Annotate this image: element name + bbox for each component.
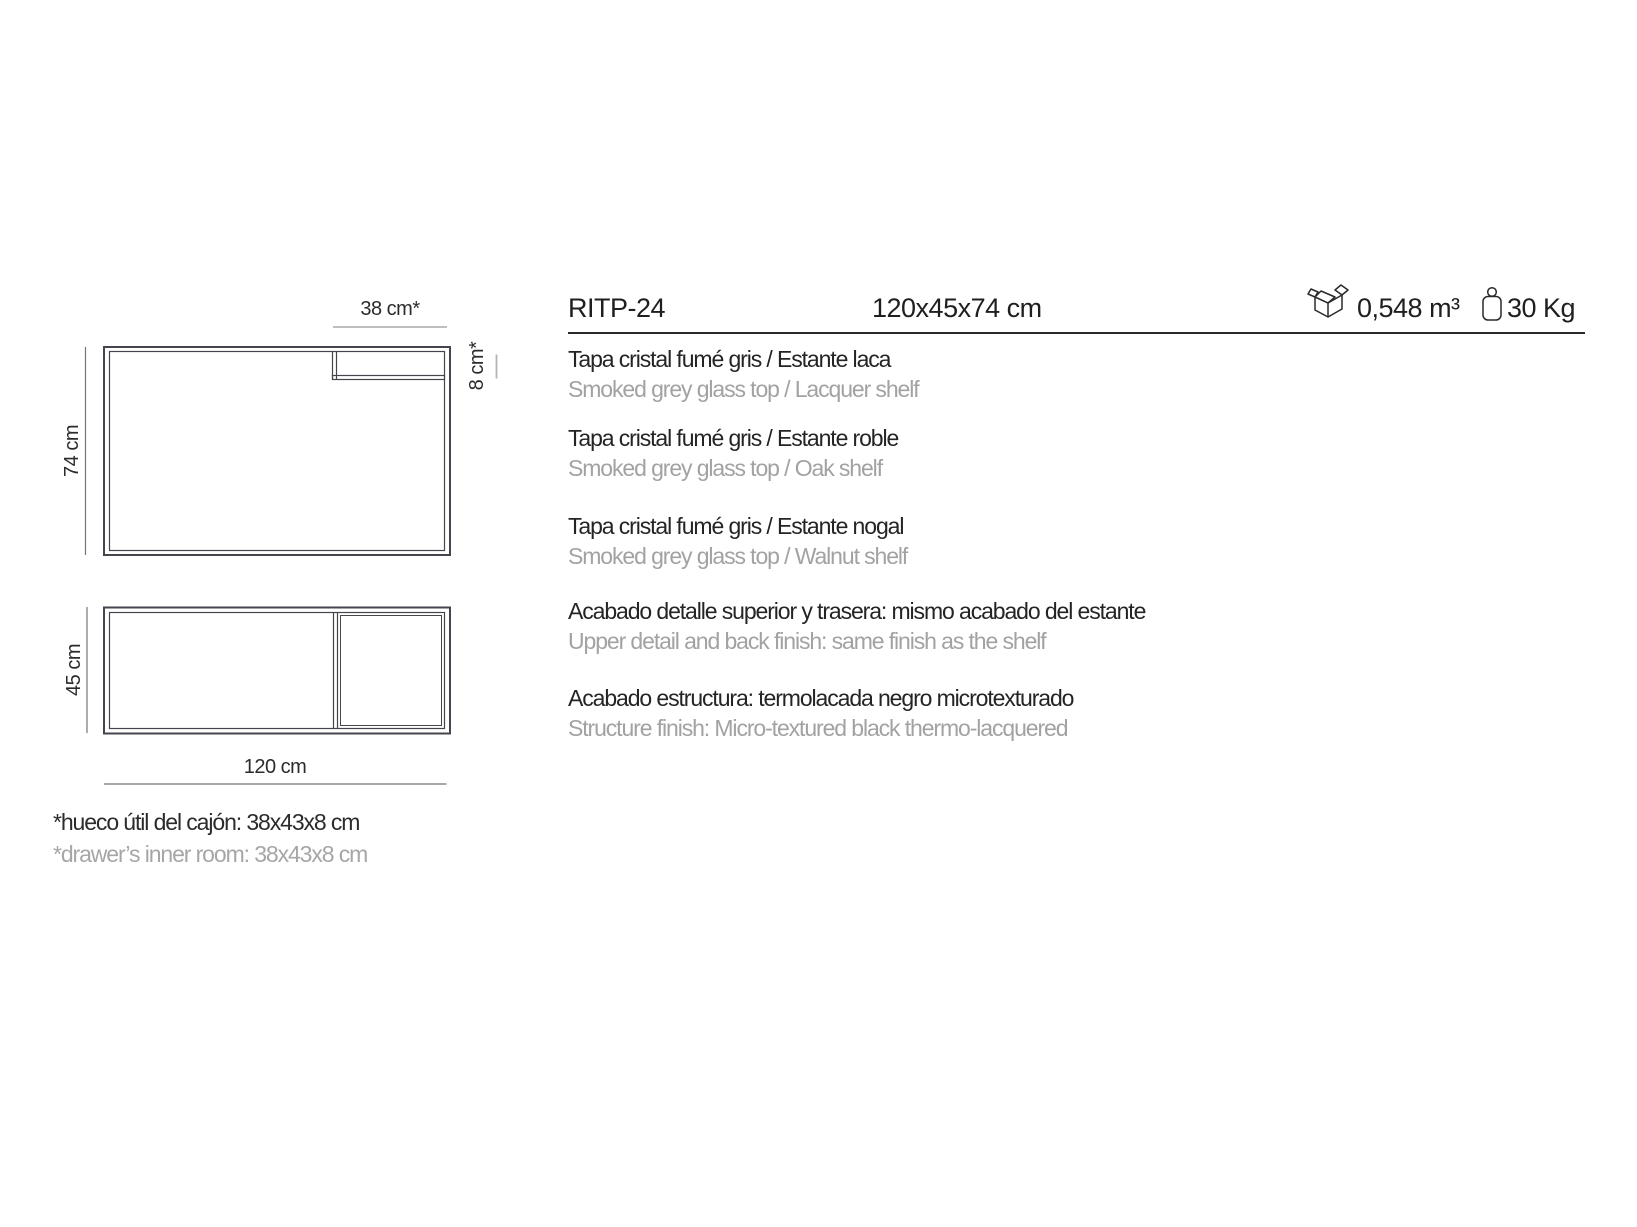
spec-text-es: Acabado estructura: termolacada negro microtexturado bbox=[568, 685, 1074, 711]
top-view-divider bbox=[334, 613, 338, 729]
open-box-icon bbox=[1306, 281, 1350, 321]
dimension-label-74cm: 74 cm bbox=[61, 425, 83, 477]
product-code: RITP-24 bbox=[568, 293, 666, 323]
spec-block bbox=[568, 423, 898, 483]
spec-text-es: Acabado detalle superior y trasera: mismo acabado del estante bbox=[568, 598, 1146, 624]
spec-text-en: Structure finish: Micro-textured black thermo-lacquered bbox=[568, 715, 1068, 741]
top-view-outer-frame bbox=[104, 608, 450, 734]
spec-text-en: Upper detail and back finish: same finish as the shelf bbox=[568, 628, 1046, 654]
spec-block bbox=[568, 683, 1073, 743]
weight-icon bbox=[1481, 286, 1503, 322]
front-view-drawer-detail bbox=[333, 352, 445, 380]
dimension-label-38cm: 38 cm* bbox=[360, 298, 420, 320]
spec-text-es: Tapa cristal fumé gris / Estante nogal bbox=[568, 513, 904, 539]
top-view-drawer-panel-inner-line bbox=[341, 616, 442, 726]
product-weight: 30 Kg bbox=[1507, 293, 1576, 323]
dimension-label-8cm: 8 cm* bbox=[466, 341, 488, 391]
spec-text-en: Smoked grey glass top / Lacquer shelf bbox=[568, 376, 919, 402]
spec-text-es: Tapa cristal fumé gris / Estante laca bbox=[568, 346, 891, 372]
spec-block bbox=[568, 511, 907, 571]
overall-dimensions: 120x45x74 cm bbox=[872, 293, 1042, 323]
spec-block bbox=[568, 596, 1145, 656]
front-view-inner-frame bbox=[110, 352, 445, 551]
header-divider-rule bbox=[568, 332, 1585, 334]
spec-text-en: Smoked grey glass top / Oak shelf bbox=[568, 455, 882, 481]
drawer-footnote-en: *drawer’s inner room: 38x43x8 cm bbox=[53, 841, 368, 867]
front-view-outer-frame bbox=[104, 347, 450, 555]
dimension-label-120cm: 120 cm bbox=[243, 756, 307, 778]
spec-text-en: Smoked grey glass top / Walnut shelf bbox=[568, 543, 908, 569]
front-view-drawing bbox=[86, 327, 497, 555]
spec-block bbox=[568, 344, 919, 404]
dimension-label-45cm: 45 cm bbox=[63, 644, 85, 696]
packing-volume: 0,548 m³ bbox=[1357, 293, 1460, 323]
drawer-footnote-es: *hueco útil del cajón: 38x43x8 cm bbox=[53, 809, 360, 835]
spec-text-es: Tapa cristal fumé gris / Estante roble bbox=[568, 425, 899, 451]
top-view-inner-frame bbox=[110, 613, 445, 729]
